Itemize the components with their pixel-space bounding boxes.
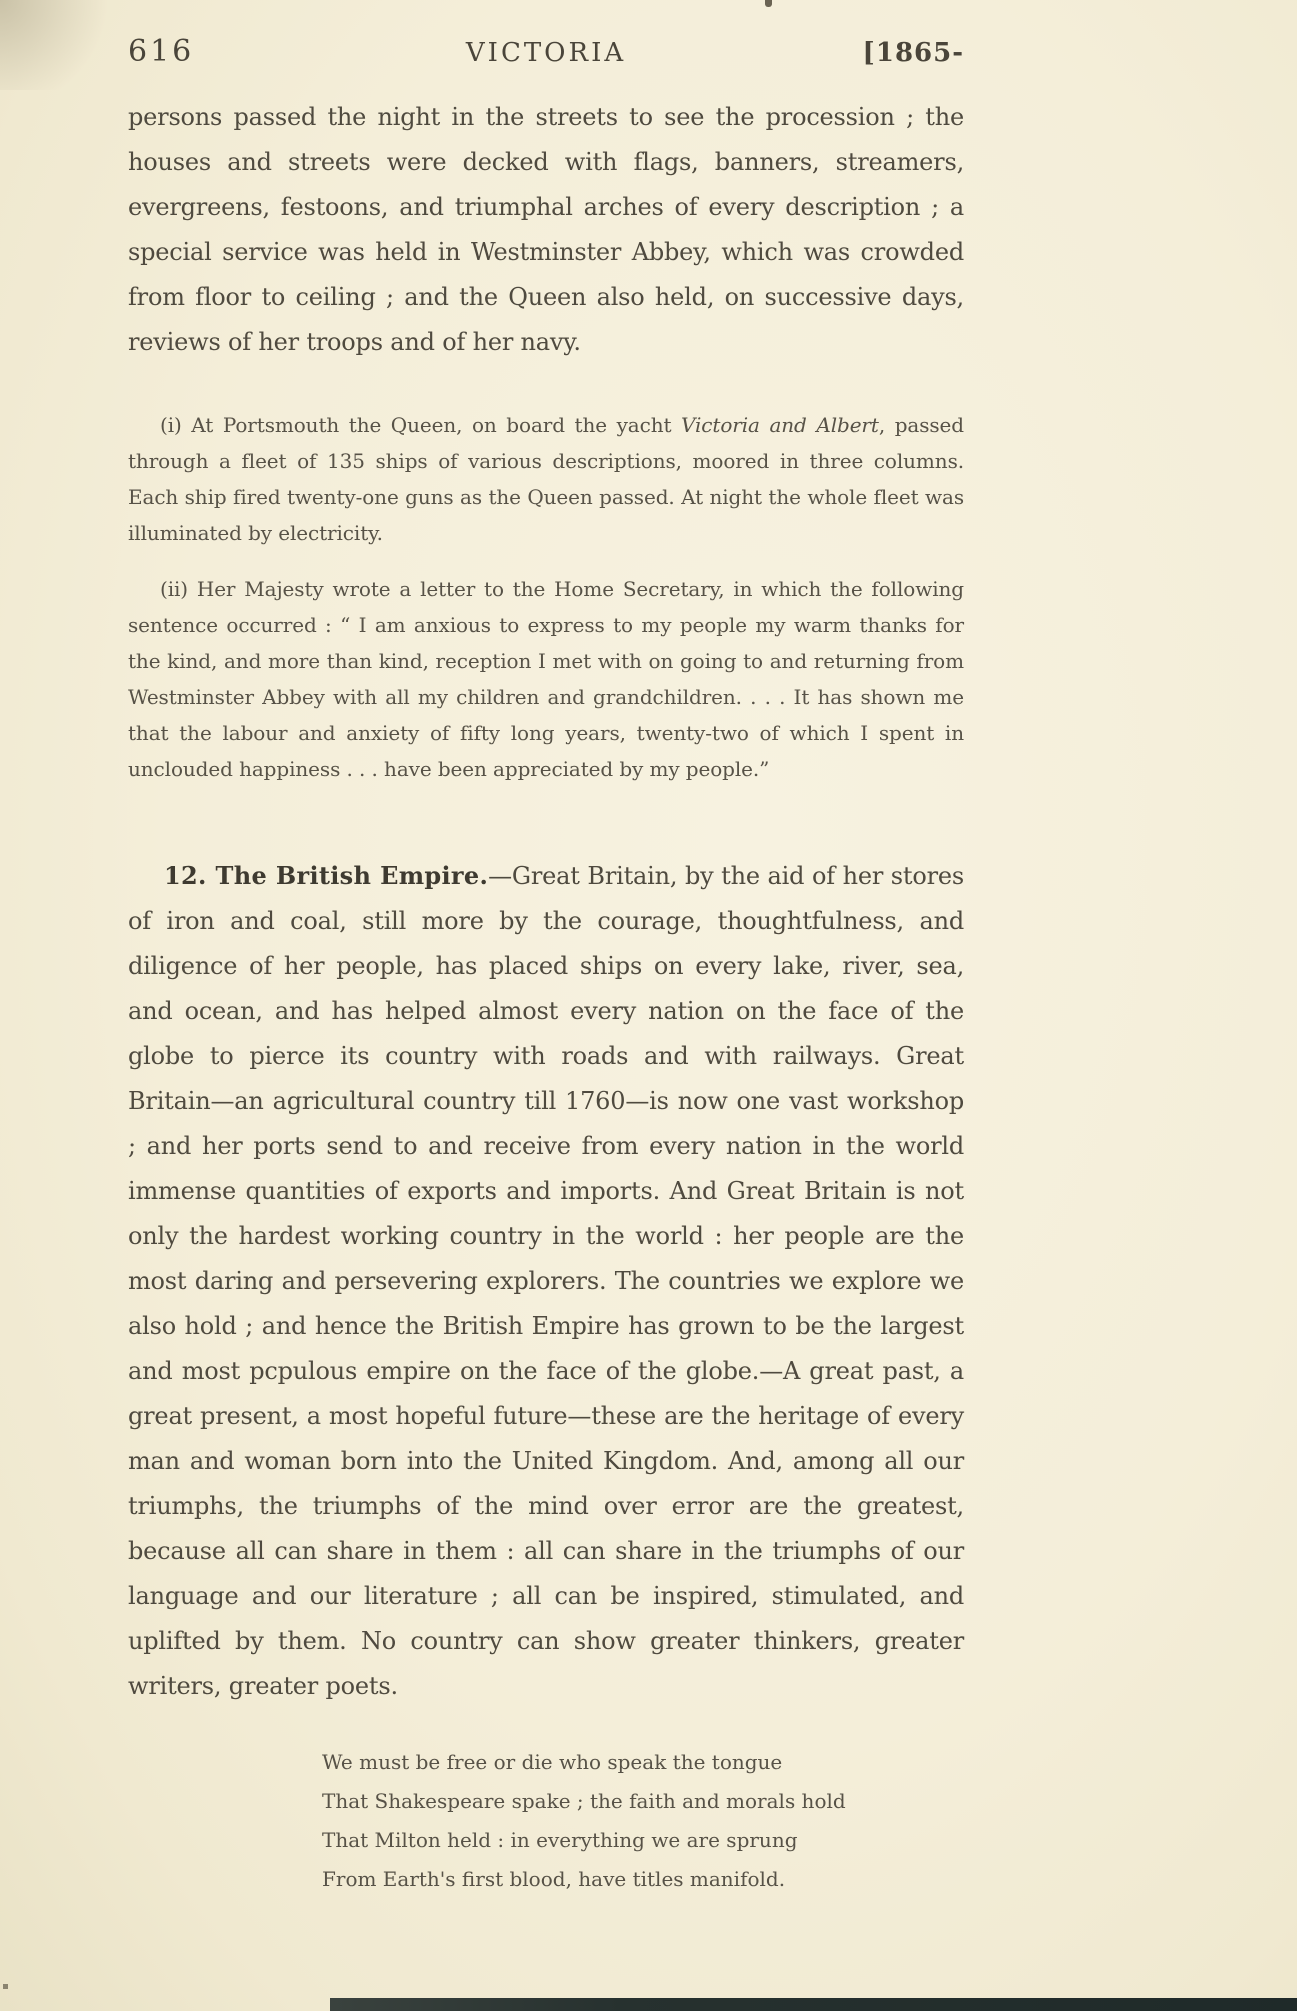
scan-artifact-left — [3, 1984, 8, 1989]
page-corner-shadow — [0, 0, 120, 90]
footnote-i-yacht-name: Victoria and Albert — [681, 413, 879, 437]
poem-line: That Milton held : in everything we are sprung — [322, 1828, 798, 1852]
footnote-ii: (ii) Her Majesty wrote a letter to the Home Secretary, in which the following sentence occurred : “ I am anxious to express to my people my warm thanks for the kind, and more than kind, reception I met with on going to and returning from Westminster Abbey with all my children and grandchildren. . . . It has shown me that the labour and anxiety of fifty long years, twenty-two of which I spent in unclouded happiness . . . have been appreciated by my people.” — [128, 577, 964, 781]
running-title: VICTORIA — [465, 38, 627, 68]
poem — [322, 1743, 964, 1899]
scan-artifact-bottom-bar — [330, 1998, 1297, 2011]
section-paragraph — [128, 853, 964, 1709]
page-content — [128, 0, 964, 1899]
poem-line: We must be free or die who speak the tongue — [322, 1750, 783, 1774]
poem-line: That Shakespeare spake ; the faith and morals hold — [322, 1789, 846, 1813]
footnote-i-text-start: (i) At Portsmouth the Queen, on board the yacht — [160, 413, 682, 437]
body-paragraph: persons passed the night in the streets to see the procession ; the houses and streets were decked with flags, banners, streamers, evergreens, festoons, and triumphal arches of every description ; a special service was held in Westminster Abbey, which was crowded from floor to ceiling ; and the Queen also held, on successive days, reviews of her troops and of her navy. — [128, 103, 964, 356]
footnote-i — [128, 407, 964, 551]
page-number: 616 — [128, 34, 195, 69]
section-text: —Great Britain, by the aid of her stores of iron and coal, still more by the courage, thoughtfulness, and diligence of her people, has placed ships on every lake, river, sea, and ocean, and has helped almost every nation on the face of the globe to pierce its country with roads and with railways. Great Britain—an agricultural country till 1760—is now one vast workshop ; and her ports send to and receive from every nation in the world immense quantities of exports and imports. And Great Britain is not only the hardest working country in the world : her people are the most daring and persevering explorers. The countries we explore we also hold ; and hence the British Empire has grown to be the largest and most pcpulous empire on the face of the globe.—A great past, a great present, a most hopeful future—these are the heritage of every man and woman born into the United Kingdom. And, among all our triumphs, the triumphs of the mind over error are the greatest, because all can share in them : all can share in the triumphs of our language and our literature ; all can be inspired, stimulated, and uplifted by them. No country can show greater thinkers, greater writers, greater poets. — [128, 862, 964, 1700]
date-range: [1865- — [862, 38, 965, 68]
running-head — [128, 0, 964, 69]
footnote-i-text-end: , passed through a fleet of 135 ships of various descriptions, moored in three columns. Each ship fired twenty-one guns as the Queen passed. At night the whole fleet was illuminated by electricity. — [128, 413, 964, 545]
poem-line: From Earth's first blood, have titles manifold. — [322, 1867, 786, 1891]
section-heading: 12. The British Empire. — [164, 861, 489, 890]
